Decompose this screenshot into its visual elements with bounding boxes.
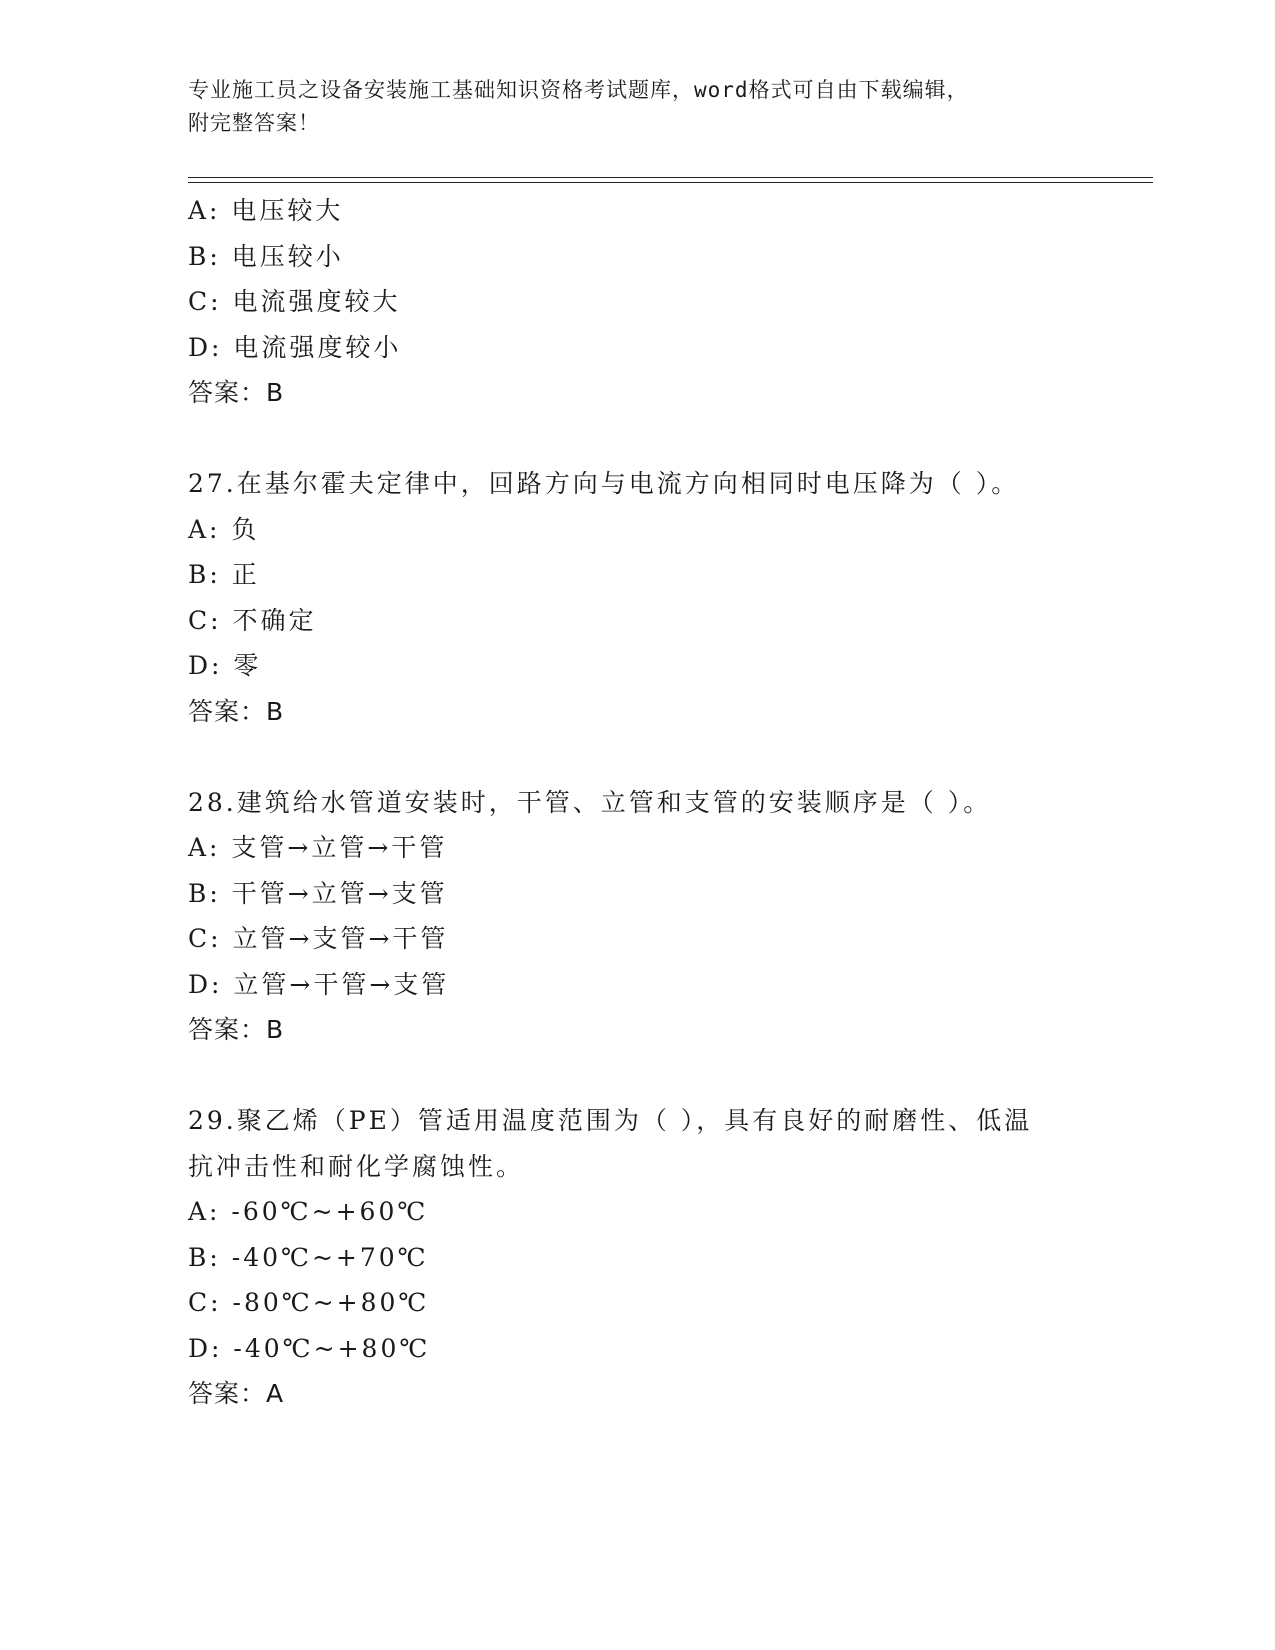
spacer [188, 734, 1088, 780]
option-a: A: 支管→立管→干管 [188, 833, 448, 862]
header-line-1: 专业施工员之设备安装施工基础知识资格考试题库，word格式可自由下载编辑， [188, 78, 969, 102]
question-26 [188, 188, 1088, 416]
question-stem-line-2: 抗冲击性和耐化学腐蚀性。 [188, 1151, 525, 1181]
question-27 [188, 461, 1088, 734]
option-d: D: 立管→干管→支管 [188, 969, 450, 999]
header-divider-bottom [188, 182, 1153, 183]
answer: 答案：A [188, 1379, 285, 1408]
option-c: C: -80℃~+80℃ [188, 1288, 430, 1317]
answer: 答案：B [188, 1015, 285, 1044]
option-a: A: -60℃~+60℃ [188, 1197, 429, 1226]
question-29 [188, 1098, 1088, 1417]
answer: 答案：B [188, 378, 285, 407]
spacer [188, 1053, 1088, 1099]
option-b: B: 正 [188, 560, 260, 589]
header-divider-top [188, 177, 1153, 178]
question-stem: 28.建筑给水管道安装时，干管、立管和支管的安装顺序是（ ）。 [188, 787, 992, 817]
option-d: D: 零 [188, 651, 262, 680]
option-c: C: 立管→支管→干管 [188, 924, 449, 953]
option-c: C: 不确定 [188, 605, 317, 635]
answer: 答案：B [188, 696, 285, 726]
question-stem-line-1: 29.聚乙烯（PE）管适用温度范围为（ ），具有良好的耐磨性、低温 [188, 1106, 1033, 1135]
option-d: D: 电流强度较小 [188, 332, 402, 362]
question-stem: 27.在基尔霍夫定律中，回路方向与电流方向相同时电压降为（ ）。 [188, 469, 1020, 498]
header-line-2: 附完整答案！ [188, 111, 320, 135]
option-a: A: 电压较大 [188, 196, 344, 225]
option-a: A: 负 [188, 514, 260, 544]
option-c: C: 电流强度较大 [188, 287, 401, 316]
option-b: B: 干管→立管→支管 [188, 878, 448, 908]
question-28 [188, 780, 1088, 1053]
document-header [188, 74, 1088, 140]
option-d: D: -40℃~+80℃ [188, 1333, 431, 1363]
spacer [188, 416, 1088, 462]
option-b: B: 电压较小 [188, 241, 344, 271]
option-b: B: -40℃~+70℃ [188, 1242, 429, 1272]
question-content [188, 188, 1088, 1417]
